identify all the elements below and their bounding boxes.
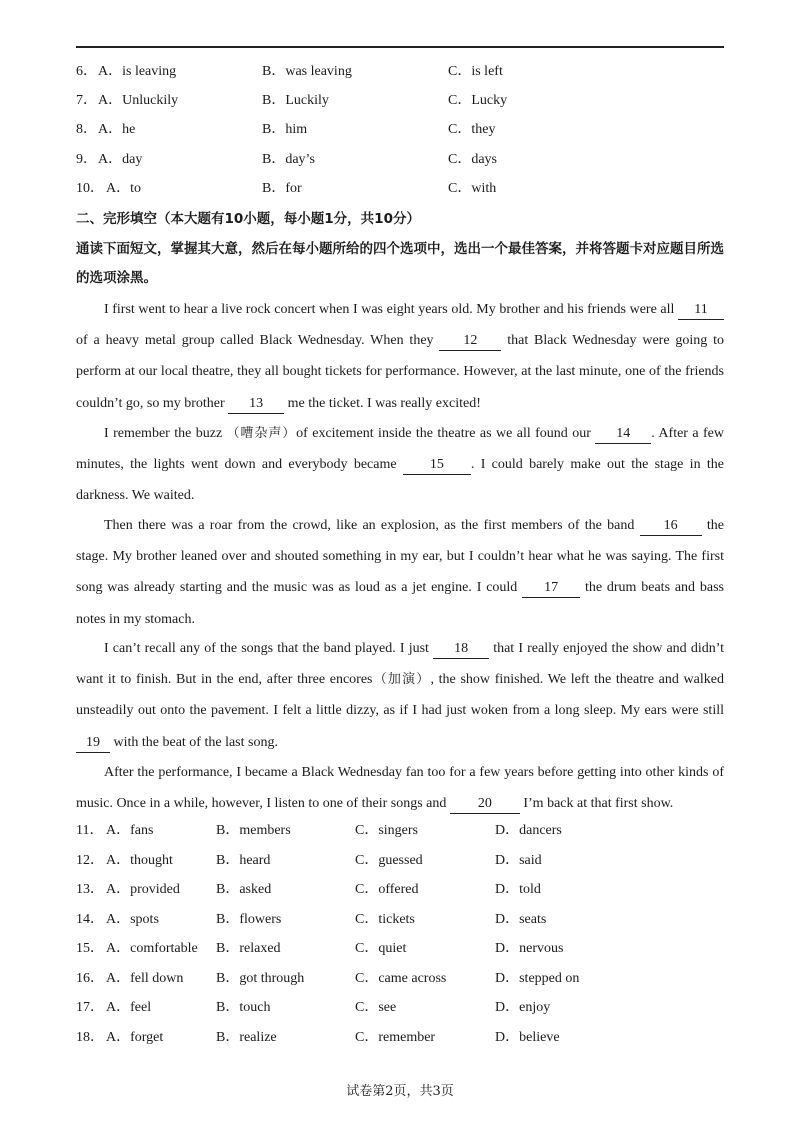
question-number: 10． [76,181,104,196]
blank-17[interactable]: 17 [522,579,580,598]
question-17-options [76,998,724,1018]
question-number: 17． [76,1000,104,1015]
question-6-options [76,62,724,82]
option-b: B．members [216,823,291,838]
option-d: D．told [495,882,541,897]
question-18-options [76,1028,724,1048]
option-a: A．spots [106,912,159,927]
option-a: A．is leaving [98,64,177,79]
blank-16[interactable]: 16 [640,517,702,536]
option-c: C．is left [448,64,503,79]
question-14-options [76,910,724,930]
question-number: 15． [76,941,104,956]
passage-paragraph-2 [76,418,724,512]
option-c: C．Lucky [448,93,508,108]
question-number: 8． [76,122,97,137]
option-a: A．Unluckily [98,93,179,108]
option-a: A．thought [106,853,173,868]
option-b: B．him [262,122,308,137]
passage-paragraph-5 [76,757,724,819]
option-a: A．he [98,122,136,137]
option-b: B．heard [216,853,271,868]
question-number: 16． [76,971,104,986]
page-footer: 试卷第2页，共3页 [346,1084,454,1099]
question-number: 7． [76,93,97,108]
option-c: C．tickets [355,912,415,927]
passage-text: . I could barely make out the stage in the darkness. We waited. [76,457,724,504]
option-d: D．seats [495,912,547,927]
passage-text: I’m back at that first show. [519,796,674,812]
option-b: B．flowers [216,912,282,927]
question-number: 14． [76,912,104,927]
blank-12[interactable]: 12 [439,332,501,351]
blank-18[interactable]: 18 [433,640,489,659]
question-10-options [76,179,724,199]
passage-text: the drum beats and bass notes in my stomach. [76,580,724,627]
option-d: D．stepped on [495,971,580,986]
passage-text: that Black Wednesday were going to perform at our local theatre, they all bought tickets for performance. However, at the last minute, one of the friends couldn’t go, so my brother [76,333,724,411]
option-d: D．enjoy [495,1000,551,1015]
option-d: D．dancers [495,823,562,838]
passage-text: I first went to hear a live rock concert when I was eight years old. My brother and his friends were all [104,302,678,317]
question-7-options [76,91,724,111]
option-c: C．remember [355,1030,436,1045]
blank-15[interactable]: 15 [403,456,471,475]
blank-11[interactable]: 11 [678,301,724,320]
option-a: A．feel [106,1000,152,1015]
option-c: C．days [448,152,497,167]
option-a: A．fell down [106,971,184,986]
option-c: C．came across [355,971,447,986]
passage-text: me the ticket. I was really excited! [284,395,481,411]
option-d: D．believe [495,1030,560,1045]
chinese-gloss: （嘈杂声） [226,426,297,441]
question-13-options [76,880,724,900]
option-a: A．forget [106,1030,164,1045]
blank-19[interactable]: 19 [76,734,110,753]
option-a: A．provided [106,882,180,897]
passage-text: , the show finished. We left the theatre and walked unsteadily out onto the pavement. I felt a little dizzy, as if I had just woken from a long sleep. My ears were still [76,672,724,719]
question-number: 9． [76,152,97,167]
option-c: C．offered [355,882,419,897]
passage-text: that I really enjoyed the show and didn’t want it to finish. But in the end, after three encores [76,641,725,688]
option-b: B．day’s [262,152,315,167]
option-b: B．was leaving [262,64,352,79]
option-b: B．Luckily [262,93,329,108]
passage-text: with the beat of the last song. [110,734,278,750]
option-c: C．with [448,181,497,196]
option-b: B．touch [216,1000,271,1015]
top-rule [76,46,724,48]
blank-20[interactable]: 20 [450,795,520,814]
option-b: B．relaxed [216,941,281,956]
question-number: 13． [76,882,104,897]
option-b: B．got through [216,971,305,986]
question-16-options [76,969,724,989]
section-title: 二、完形填空（本大题有10小题，每小题1分，共10分） [76,211,420,227]
option-c: C．singers [355,823,418,838]
passage-text: I remember the buzz [104,426,227,441]
passage-text: of a heavy metal group called Black Wednesday. When they [76,333,440,349]
blank-13[interactable]: 13 [228,395,284,414]
question-11-options [76,821,724,841]
option-c: C．guessed [355,853,423,868]
question-8-options [76,120,724,140]
passage-text: the stage. My brother leaned over and shouted something in my ear, but I couldn’t hear what he was saying. The first song was already starting and the music was as loud as a jet engine. I could [76,518,724,596]
option-a: A．day [98,152,143,167]
question-number: 18． [76,1030,104,1045]
passage-text: Then there was a roar from the crowd, like an explosion, as the first members of the band [104,518,640,533]
chinese-gloss: （加演） [372,672,431,688]
passage-text: of excitement inside the theatre as we all found our [296,426,596,441]
question-number: 12． [76,853,104,868]
question-number: 6． [76,64,97,79]
option-b: B．asked [216,882,272,897]
passage-text: After the performance, I became a Black Wednesday fan too for a few years before getting into other kinds of music. Once in a while, however, I listen to one of their songs and [76,765,724,812]
passage-text: . After a few minutes, the lights went down and everybody became [76,426,724,473]
option-c: C．they [448,122,496,137]
passage-paragraph-1 [76,294,724,419]
option-c: C．quiet [355,941,407,956]
option-b: B．realize [216,1030,277,1045]
section-instruction: 通读下面短文，掌握其大意，然后在每小题所给的四个选项中，选出一个最佳答案，并将答题卡对应题目所选的选项涂黑。 [76,241,724,286]
option-a: A．fans [106,823,154,838]
passage-paragraph-3 [76,510,724,635]
option-d: D．said [495,853,542,868]
blank-14[interactable]: 14 [595,425,651,444]
question-9-options [76,150,724,170]
passage-text: I can’t recall any of the songs that the band played. I just [104,641,434,656]
option-c: C．see [355,1000,397,1015]
option-a: A．to [106,181,141,196]
question-15-options [76,939,724,959]
option-a: A．comfortable [106,941,198,956]
passage-paragraph-4 [76,633,724,758]
question-number: 11． [76,823,104,838]
option-b: B．for [262,181,302,196]
option-d: D．nervous [495,941,564,956]
question-12-options [76,851,724,871]
